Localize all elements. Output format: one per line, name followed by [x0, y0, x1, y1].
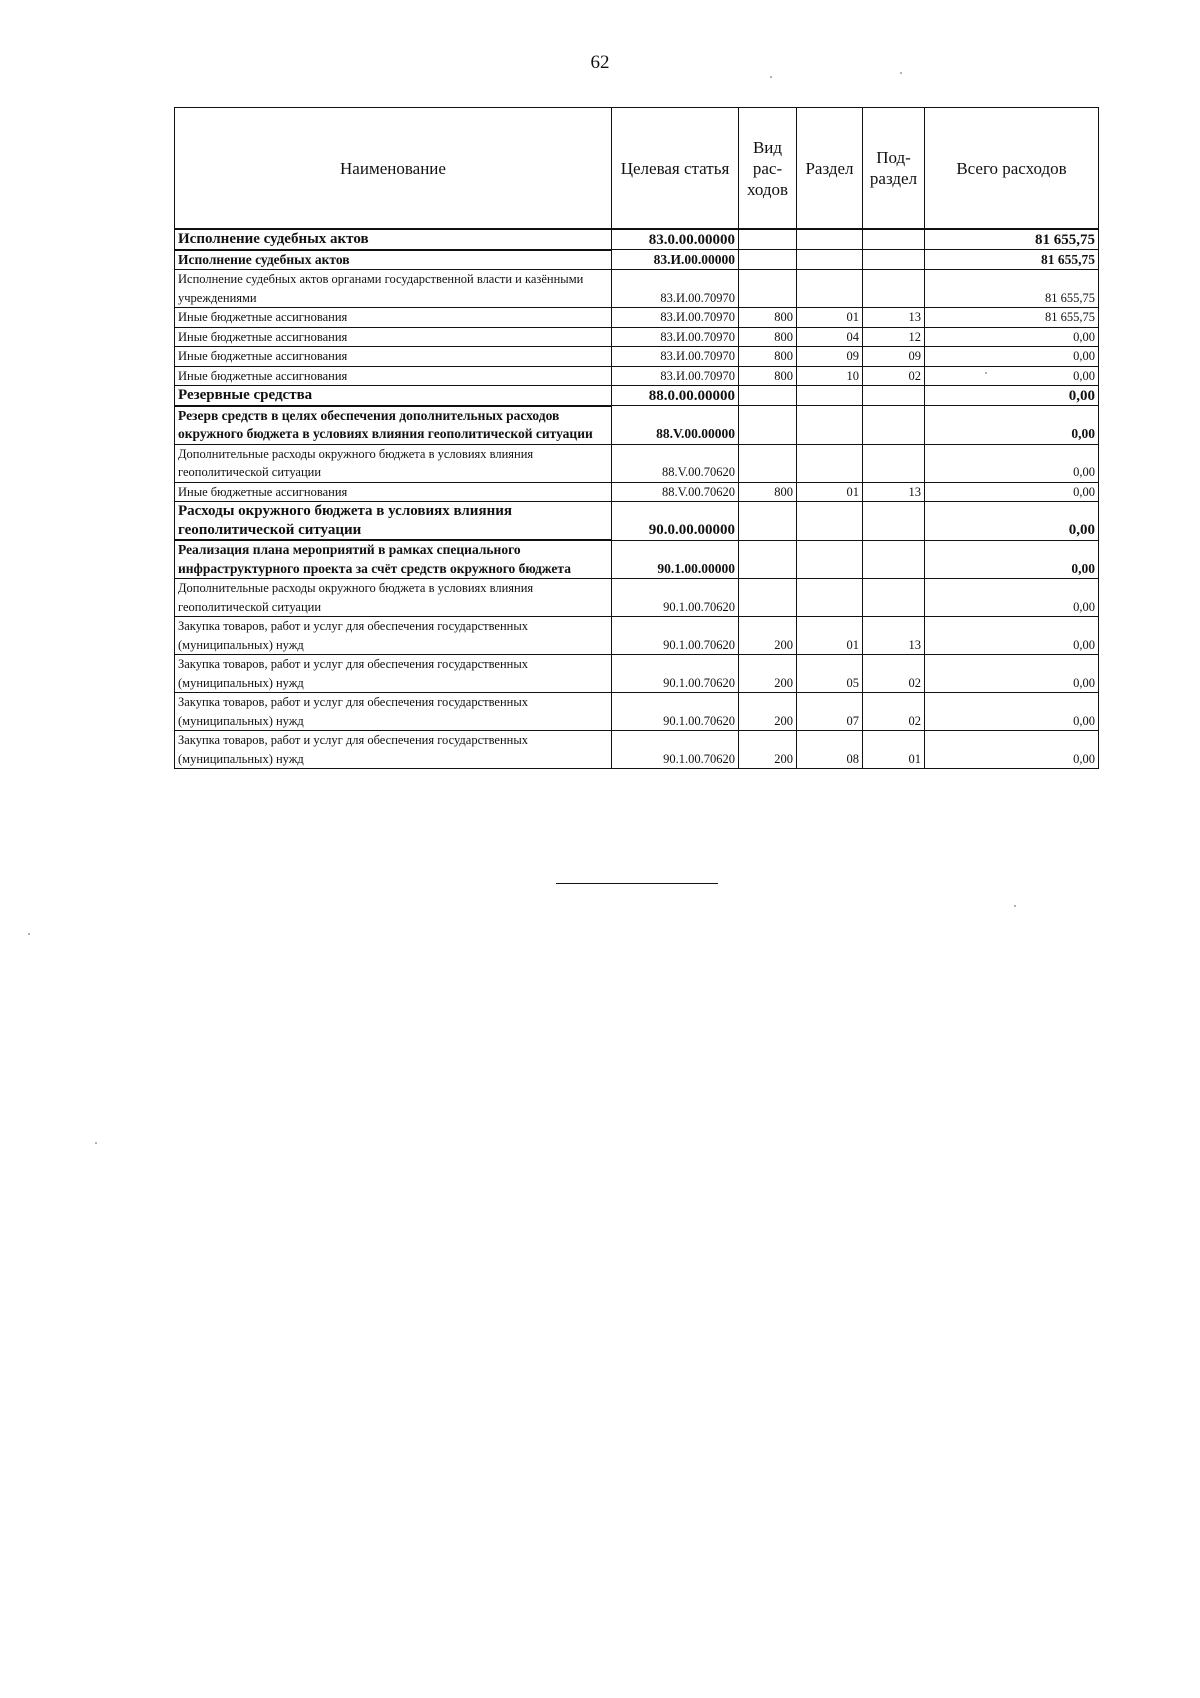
cell-target: 88.V.00.70620: [612, 482, 739, 502]
table-row: [175, 406, 1099, 445]
cell-subsection: [863, 229, 925, 250]
table-row: [175, 693, 1099, 731]
cell-section: 10: [797, 366, 863, 386]
cell-subsection: [863, 444, 925, 482]
cell-subsection: 13: [863, 308, 925, 328]
cell-target: 90.1.00.70620: [612, 731, 739, 769]
cell-section: [797, 229, 863, 250]
cell-target: 88.0.00.00000: [612, 386, 739, 406]
cell-name: Реализация плана мероприятий в рамках специального инфраструктурного проекта за счёт средств окружного бюджета: [175, 540, 612, 579]
table-row: [175, 731, 1099, 769]
separator-line: [556, 883, 718, 884]
cell-section: [797, 270, 863, 308]
scan-speck: [95, 1142, 97, 1144]
cell-target: 90.1.00.70620: [612, 617, 739, 655]
table-row: [175, 482, 1099, 502]
cell-name: Исполнение судебных актов: [175, 250, 612, 270]
cell-type: 200: [739, 655, 797, 693]
cell-type: [739, 406, 797, 445]
cell-target: 83.И.00.70970: [612, 270, 739, 308]
cell-total: 81 655,75: [925, 229, 1099, 250]
header-section: Раздел: [797, 108, 863, 230]
table-row: [175, 655, 1099, 693]
cell-type: 800: [739, 327, 797, 347]
table-row: [175, 502, 1099, 541]
cell-target: 83.И.00.70970: [612, 327, 739, 347]
cell-subsection: [863, 579, 925, 617]
cell-type: [739, 229, 797, 250]
cell-subsection: 02: [863, 693, 925, 731]
cell-subsection: 02: [863, 655, 925, 693]
cell-name: Резерв средств в целях обеспечения дополнительных расходов окружного бюджета в условиях влияния геополитической ситуации: [175, 406, 612, 445]
scan-speck: [1014, 905, 1016, 907]
table-row: [175, 229, 1099, 250]
scan-speck: [900, 72, 902, 74]
cell-name: Иные бюджетные ассигнования: [175, 327, 612, 347]
table-row: [175, 386, 1099, 406]
cell-type: [739, 270, 797, 308]
table-row: [175, 347, 1099, 367]
table-row: [175, 250, 1099, 270]
cell-type: 200: [739, 617, 797, 655]
table-body: [175, 229, 1099, 769]
cell-total: 0,00: [925, 482, 1099, 502]
cell-total: 0,00: [925, 327, 1099, 347]
cell-subsection: 13: [863, 482, 925, 502]
header-target: Целевая статья: [612, 108, 739, 230]
cell-total: 0,00: [925, 406, 1099, 445]
table-row: [175, 579, 1099, 617]
cell-target: 90.1.00.70620: [612, 579, 739, 617]
cell-name: Иные бюджетные ассигнования: [175, 308, 612, 328]
table-row: [175, 270, 1099, 308]
cell-type: 800: [739, 308, 797, 328]
cell-total: 0,00: [925, 502, 1099, 541]
cell-section: 01: [797, 308, 863, 328]
table-row: [175, 366, 1099, 386]
cell-total: 0,00: [925, 693, 1099, 731]
budget-table: [174, 107, 1099, 769]
cell-target: 83.И.00.70970: [612, 308, 739, 328]
header-subsection: Под- раздел: [863, 108, 925, 230]
cell-target: 90.0.00.00000: [612, 502, 739, 541]
cell-subsection: [863, 386, 925, 406]
cell-subsection: 01: [863, 731, 925, 769]
cell-total: 0,00: [925, 366, 1099, 386]
table-row: [175, 617, 1099, 655]
cell-type: [739, 540, 797, 579]
header-name: Наименование: [175, 108, 612, 230]
cell-section: 04: [797, 327, 863, 347]
cell-total: 0,00: [925, 540, 1099, 579]
cell-total: 0,00: [925, 347, 1099, 367]
cell-subsection: 13: [863, 617, 925, 655]
cell-total: 0,00: [925, 617, 1099, 655]
cell-section: [797, 386, 863, 406]
table-row: [175, 308, 1099, 328]
cell-name: Закупка товаров, работ и услуг для обеспечения государственных (муниципальных) нужд: [175, 617, 612, 655]
cell-type: 800: [739, 347, 797, 367]
header-total: Всего расходов: [925, 108, 1099, 230]
cell-section: [797, 502, 863, 541]
cell-target: 83.И.00.70970: [612, 366, 739, 386]
cell-section: [797, 444, 863, 482]
cell-type: [739, 444, 797, 482]
cell-subsection: 02: [863, 366, 925, 386]
cell-section: 01: [797, 482, 863, 502]
cell-subsection: 09: [863, 347, 925, 367]
cell-subsection: [863, 502, 925, 541]
cell-target: 83.0.00.00000: [612, 229, 739, 250]
cell-name: Дополнительные расходы окружного бюджета в условиях влияния геополитической ситуации: [175, 579, 612, 617]
cell-section: 05: [797, 655, 863, 693]
cell-total: 81 655,75: [925, 250, 1099, 270]
table-row: [175, 444, 1099, 482]
cell-name: Резервные средства: [175, 386, 612, 406]
cell-type: [739, 502, 797, 541]
cell-type: 800: [739, 366, 797, 386]
cell-target: 83.И.00.00000: [612, 250, 739, 270]
cell-section: 07: [797, 693, 863, 731]
cell-name: Закупка товаров, работ и услуг для обеспечения государственных (муниципальных) нужд: [175, 693, 612, 731]
cell-total: 0,00: [925, 655, 1099, 693]
cell-total: 0,00: [925, 444, 1099, 482]
cell-total: 0,00: [925, 386, 1099, 406]
cell-name: Дополнительные расходы окружного бюджета в условиях влияния геополитической ситуации: [175, 444, 612, 482]
cell-total: 0,00: [925, 579, 1099, 617]
cell-subsection: 12: [863, 327, 925, 347]
cell-type: [739, 250, 797, 270]
scan-speck: [985, 372, 987, 374]
cell-name: Расходы окружного бюджета в условиях влияния геополитической ситуации: [175, 502, 612, 541]
cell-target: 83.И.00.70970: [612, 347, 739, 367]
scan-speck: [770, 76, 772, 78]
cell-target: 90.1.00.70620: [612, 655, 739, 693]
cell-section: [797, 250, 863, 270]
cell-total: 81 655,75: [925, 308, 1099, 328]
header-type: Вид рас- ходов: [739, 108, 797, 230]
scan-speck: [28, 933, 30, 935]
cell-name: Исполнение судебных актов: [175, 229, 612, 250]
cell-name: Иные бюджетные ассигнования: [175, 347, 612, 367]
cell-target: 88.V.00.70620: [612, 444, 739, 482]
cell-section: [797, 579, 863, 617]
cell-section: 08: [797, 731, 863, 769]
cell-type: 800: [739, 482, 797, 502]
cell-subsection: [863, 250, 925, 270]
cell-name: Исполнение судебных актов органами государственной власти и казёнными учреждениями: [175, 270, 612, 308]
cell-name: Иные бюджетные ассигнования: [175, 482, 612, 502]
cell-type: [739, 579, 797, 617]
cell-type: 200: [739, 693, 797, 731]
cell-subsection: [863, 270, 925, 308]
table-header-row: [175, 108, 1099, 230]
cell-type: [739, 386, 797, 406]
cell-section: [797, 406, 863, 445]
page-number: 62: [590, 52, 610, 73]
table-row: [175, 540, 1099, 579]
cell-total: 0,00: [925, 731, 1099, 769]
cell-subsection: [863, 540, 925, 579]
cell-target: 90.1.00.00000: [612, 540, 739, 579]
cell-name: Закупка товаров, работ и услуг для обеспечения государственных (муниципальных) нужд: [175, 655, 612, 693]
cell-target: 88.V.00.00000: [612, 406, 739, 445]
cell-section: 09: [797, 347, 863, 367]
cell-section: [797, 540, 863, 579]
cell-type: 200: [739, 731, 797, 769]
cell-total: 81 655,75: [925, 270, 1099, 308]
cell-name: Иные бюджетные ассигнования: [175, 366, 612, 386]
cell-name: Закупка товаров, работ и услуг для обеспечения государственных (муниципальных) нужд: [175, 731, 612, 769]
cell-subsection: [863, 406, 925, 445]
cell-section: 01: [797, 617, 863, 655]
cell-target: 90.1.00.70620: [612, 693, 739, 731]
table-row: [175, 327, 1099, 347]
